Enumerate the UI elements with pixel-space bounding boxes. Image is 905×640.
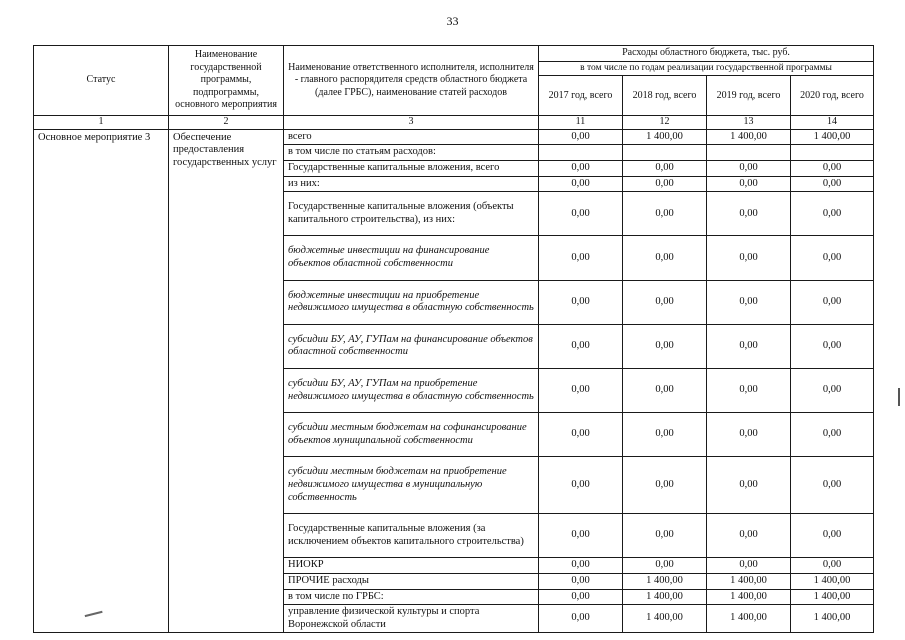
page-number: 33 [446, 14, 459, 28]
header-column-number: 3 [284, 116, 539, 130]
value-cell: 1 400,00 [623, 129, 707, 145]
value-cell: 0,00 [707, 324, 791, 368]
value-cell: 1 400,00 [707, 573, 791, 589]
row-label: бюджетные инвестиции на финансирование объектов областной собственности [284, 236, 539, 280]
value-cell [623, 145, 707, 161]
value-cell: 0,00 [539, 280, 623, 324]
value-cell: 0,00 [791, 558, 874, 574]
header-expenses-group: Расходы областного бюджета, тыс. руб. [539, 46, 874, 62]
header-program: Наименование государственной программы, подпрограммы, основного мероприятия [169, 46, 284, 116]
row-label: Государственные капитальные вложения, всего [284, 161, 539, 177]
row-label: в том числе по ГРБС: [284, 589, 539, 605]
value-cell: 0,00 [539, 176, 623, 192]
value-cell [539, 145, 623, 161]
value-cell: 0,00 [539, 192, 623, 236]
value-cell: 0,00 [623, 558, 707, 574]
header-status: Статус [34, 46, 169, 116]
value-cell [707, 145, 791, 161]
value-cell: 0,00 [791, 413, 874, 457]
value-cell: 0,00 [791, 176, 874, 192]
value-cell: 0,00 [539, 161, 623, 177]
value-cell: 0,00 [791, 161, 874, 177]
row-label: из них: [284, 176, 539, 192]
row-label: субсидии БУ, АУ, ГУПам на финансирование объектов областной собственности [284, 324, 539, 368]
value-cell: 0,00 [623, 514, 707, 558]
header-year: 2020 год, всего [791, 76, 874, 116]
value-cell: 1 400,00 [791, 129, 874, 145]
value-cell: 0,00 [539, 457, 623, 514]
value-cell [791, 145, 874, 161]
value-cell: 0,00 [539, 589, 623, 605]
value-cell: 0,00 [707, 192, 791, 236]
value-cell: 0,00 [791, 236, 874, 280]
program-cell: Обеспечение предоставления государственных услуг [169, 129, 284, 632]
row-label: Государственные капитальные вложения (объекты капитального строительства), из них: [284, 192, 539, 236]
table-row [34, 129, 874, 145]
header-column-number: 11 [539, 116, 623, 130]
status-cell: Основное мероприятие 3 [34, 129, 169, 632]
header-column-number: 1 [34, 116, 169, 130]
value-cell: 1 400,00 [623, 589, 707, 605]
header-column-number: 12 [623, 116, 707, 130]
value-cell: 0,00 [707, 161, 791, 177]
scan-artifact-right-edge [898, 388, 900, 406]
value-cell: 1 400,00 [623, 573, 707, 589]
value-cell: 1 400,00 [791, 589, 874, 605]
value-cell: 0,00 [539, 129, 623, 145]
value-cell: 0,00 [791, 324, 874, 368]
table-header [34, 46, 874, 130]
header-expenses-subgroup: в том числе по годам реализации государственной программы [539, 61, 874, 76]
value-cell: 1 400,00 [791, 605, 874, 633]
value-cell: 0,00 [707, 457, 791, 514]
row-label: в том числе по статьям расходов: [284, 145, 539, 161]
row-label: управление физической культуры и спорта Воронежской области [284, 605, 539, 633]
row-label: бюджетные инвестиции на приобретение недвижимого имущества в областную собственность [284, 280, 539, 324]
value-cell: 0,00 [623, 280, 707, 324]
value-cell: 0,00 [791, 457, 874, 514]
value-cell: 0,00 [707, 514, 791, 558]
value-cell: 0,00 [707, 369, 791, 413]
value-cell: 0,00 [707, 280, 791, 324]
row-label: субсидии местным бюджетам на софинансирование объектов муниципальной собственности [284, 413, 539, 457]
value-cell: 0,00 [539, 369, 623, 413]
value-cell: 0,00 [539, 413, 623, 457]
value-cell: 0,00 [707, 236, 791, 280]
row-label: субсидии БУ, АУ, ГУПам на приобретение недвижимого имущества в областную собственность [284, 369, 539, 413]
value-cell: 0,00 [539, 605, 623, 633]
value-cell: 0,00 [707, 558, 791, 574]
value-cell: 1 400,00 [707, 129, 791, 145]
value-cell: 0,00 [707, 413, 791, 457]
header-column-number: 14 [791, 116, 874, 130]
row-label: субсидии местным бюджетам на приобретение недвижимого имущества в муниципальную собственность [284, 457, 539, 514]
header-numbers-row [34, 116, 874, 130]
header-column-number: 2 [169, 116, 284, 130]
value-cell: 0,00 [623, 236, 707, 280]
value-cell: 0,00 [623, 176, 707, 192]
value-cell: 0,00 [707, 176, 791, 192]
budget-table [33, 45, 874, 633]
value-cell: 0,00 [623, 324, 707, 368]
value-cell: 0,00 [539, 558, 623, 574]
value-cell: 0,00 [539, 236, 623, 280]
header-year: 2018 год, всего [623, 76, 707, 116]
value-cell: 0,00 [539, 324, 623, 368]
value-cell: 0,00 [623, 413, 707, 457]
value-cell: 0,00 [791, 514, 874, 558]
row-label: ПРОЧИЕ расходы [284, 573, 539, 589]
header-column-number: 13 [707, 116, 791, 130]
value-cell: 0,00 [623, 457, 707, 514]
value-cell: 1 400,00 [707, 605, 791, 633]
value-cell: 0,00 [623, 161, 707, 177]
value-cell: 0,00 [539, 514, 623, 558]
row-label: всего [284, 129, 539, 145]
value-cell: 1 400,00 [623, 605, 707, 633]
value-cell: 0,00 [791, 192, 874, 236]
value-cell: 0,00 [791, 280, 874, 324]
value-cell: 1 400,00 [707, 589, 791, 605]
header-year: 2017 год, всего [539, 76, 623, 116]
header-executor: Наименование ответственного исполнителя, исполнителя - главного распорядителя средств областного бюджета (далее ГРБС), наименование статей расходов [284, 46, 539, 116]
value-cell: 1 400,00 [791, 573, 874, 589]
value-cell: 0,00 [539, 573, 623, 589]
value-cell: 0,00 [623, 192, 707, 236]
value-cell: 0,00 [623, 369, 707, 413]
header-row-top [34, 46, 874, 62]
row-label: НИОКР [284, 558, 539, 574]
value-cell: 0,00 [791, 369, 874, 413]
header-year: 2019 год, всего [707, 76, 791, 116]
row-label: Государственные капитальные вложения (за исключением объектов капитального строительства) [284, 514, 539, 558]
table-body [34, 129, 874, 632]
